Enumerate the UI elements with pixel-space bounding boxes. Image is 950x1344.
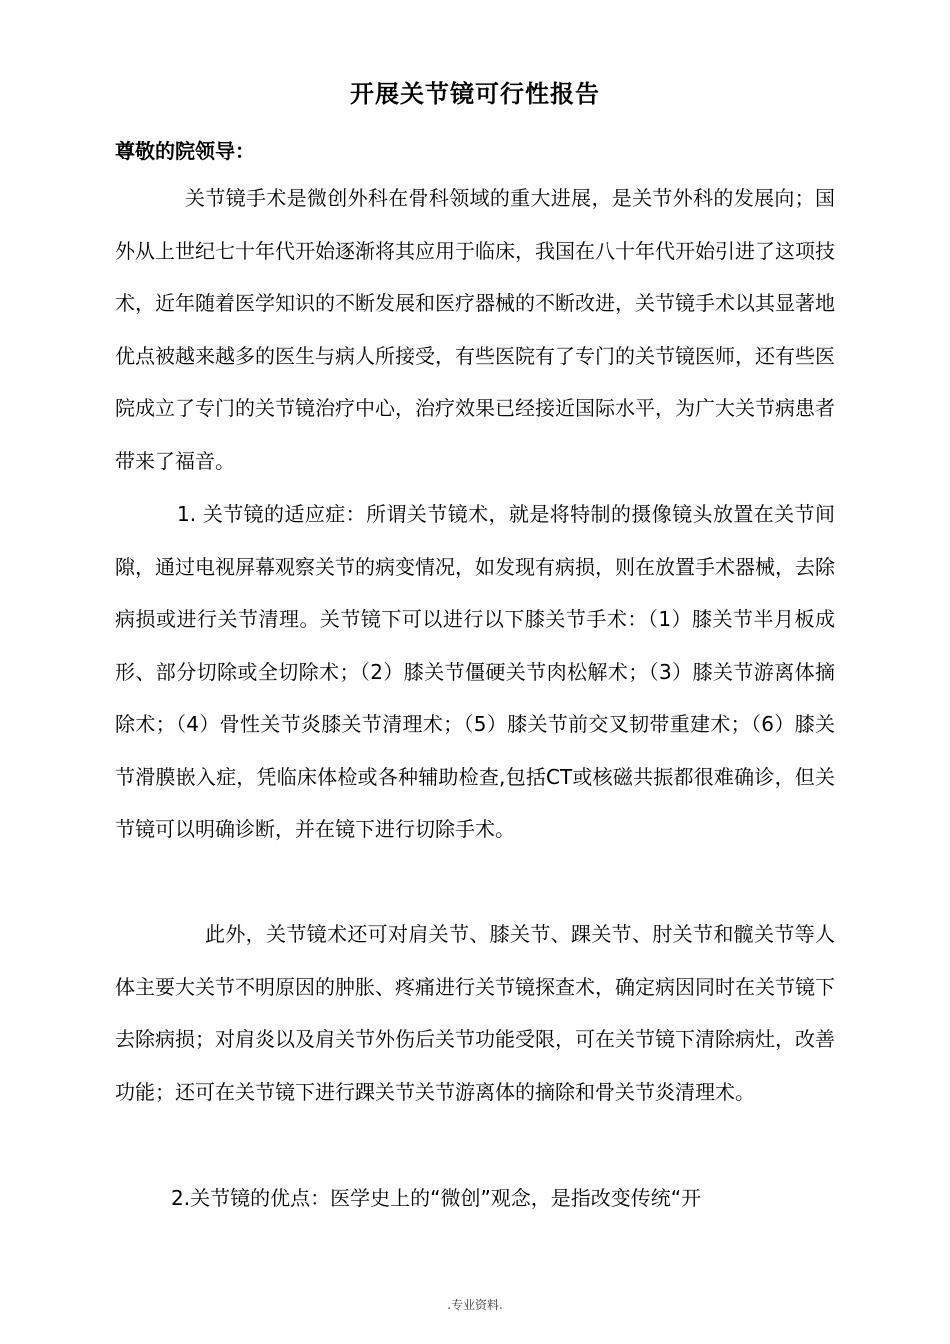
paragraph-advantages: 2.关节镜的优点：医学史上的“微创”观念，是指改变传统“开 bbox=[171, 1186, 702, 1210]
page-footer: .专业资料. bbox=[447, 1298, 503, 1312]
document-title: 开展关节镜可行性报告 bbox=[350, 80, 600, 108]
paragraph-other-joints: 此外，关节镜术还可对肩关节、膝关节、踝关节、肘关节和髋关节等人体主要大关节不明原因的肿胀、疼痛进行关节镜探查术，确定病因同时在关节镜下去除病损；对肩炎以及肩关节外伤后关节功能受限，可在关节镜下清除病灶，改善功能；还可在关节镜下进行踝关节关节游离体的摘除和骨关节炎清理术。 bbox=[115, 922, 835, 1104]
paragraph-indications: 1. 关节镜的适应症：所谓关节镜术，就是将特制的摄像镜头放置在关节间隙，通过电视屏幕观察关节的病变情况，如发现有病损，则在放置手术器械，去除病损或进行关节清理。关节镜下可以进行以下膝关节手术：（1）膝关节半月板成形、部分切除或全切除术；（2）膝关节僵硬关节肉松解术；（3）膝关节游离体摘除术；（4）骨性关节炎膝关节清理术；（5）膝关节前交叉韧带重建术；（6）膝关节滑膜嵌入症，凭临床体检或各种辅助检查,包括CT或核磁共振都很难确诊，但关节镜可以明确诊断，并在镜下进行切除手术。 bbox=[115, 502, 835, 841]
salutation: 尊敬的院领导： bbox=[115, 139, 255, 163]
paragraph-intro: 关节镜手术是微创外科在骨科领域的重大进展，是关节外科的发展向；国外从上世纪七十年代开始逐渐将其应用于临床，我国在八十年代开始引进了这项技术，近年随着医学知识的不断发展和医疗器械的不断改进，关节镜手术以其显著地优点被越来越多的医生与病人所接受，有些医院有了专门的关节镜医师，还有些医院成立了专门的关节镜治疗中心，治疗效果已经接近国际水平，为广大关节病患者带来了福音。 bbox=[115, 186, 835, 473]
